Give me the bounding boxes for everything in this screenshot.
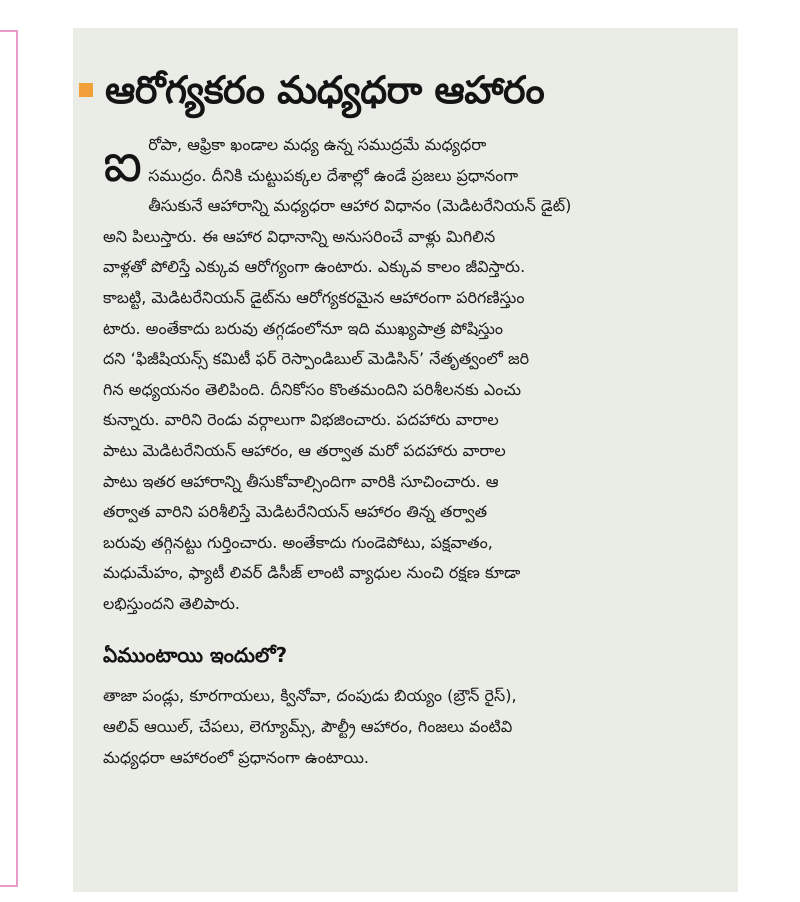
- drop-cap: ఐ: [103, 131, 143, 194]
- article-body: [103, 130, 712, 773]
- article-card: [73, 28, 738, 892]
- text-line: కున్నారు. వారిని రెండు వర్గాలుగా విభజించారు. పదహారు వారాల: [103, 410, 499, 430]
- section-subheading: ఏముంటాయి ఇందులో?: [103, 642, 288, 667]
- paragraph-ingredients: [103, 680, 712, 773]
- text-line: గిన అధ్యయనం తెలిపింది. దీనికోసం కొంతమందిని పరిశీలనకు ఎంచు: [103, 379, 522, 399]
- text-line: టారు. అంతేకాదు బరువు తగ్గడంలోనూ ఇది ముఖ్యపాత్ర పోషిస్తుం: [103, 318, 504, 338]
- article-headline: ఆరోగ్యకరం మధ్యధరా ఆహారం: [105, 68, 545, 112]
- text-line: మధుమేహం, ఫ్యాటీ లివర్ డిసీజ్ లాంటి వ్యాధుల నుంచి రక్షణ కూడా: [103, 563, 521, 583]
- text-line: వాళ్లతో పోలిస్తే ఎక్కువ ఆరోగ్యంగా ఉంటారు. ఎక్కువ కాలం జీవిస్తారు.: [103, 257, 526, 277]
- text-line: ఆలివ్ ఆయిల్, చేపలు, లెగ్యూమ్స్, పౌల్ట్రీ ఆహారం, గింజలు వంటివి: [103, 716, 513, 736]
- text-line: లభిస్తుందని తెలిపారు.: [103, 593, 240, 613]
- text-line: మధ్యధరా ఆహారంలో ప్రధానంగా ఉంటాయి.: [103, 747, 369, 767]
- text-line: కాబట్టి, మెడిటరేనియన్ డైట్‌ను ఆరోగ్యకరమైన ఆహారంగా పరిగణిస్తుం: [103, 287, 525, 307]
- text-line: అని పిలుస్తారు. ఈ ఆహార విధానాన్ని అనుసరించే వాళ్లు మిగిలిన: [103, 226, 496, 246]
- headline-row: [79, 64, 712, 116]
- text-line: సముద్రం. దీనికి చుట్టుపక్కల దేశాల్లో ఉండే ప్రజలు ప్రధానంగా: [148, 165, 519, 185]
- paragraph-main: [103, 130, 712, 620]
- square-bullet-icon: [79, 83, 93, 97]
- side-rule: [0, 30, 18, 887]
- text-line: తర్వాత వారిని పరిశీలిస్తే మెడిటరేనియన్ ఆహారం తిన్న తర్వాత: [103, 502, 488, 522]
- text-line: పాటు మెడిటరేనియన్ ఆహారం, ఆ తర్వాత మరో పదహారు వారాల: [103, 440, 506, 460]
- text-line: తీసుకునే ఆహారాన్ని మధ్యధరా ఆహార విధానం (మెడిటరేనియన్ డైట్): [148, 196, 572, 216]
- text-line: బరువు తగ్గినట్టు గుర్తించారు. అంతేకాదు గుండెపోటు, పక్షవాతం,: [103, 532, 493, 552]
- text-line: పాటు ఇతర ఆహారాన్ని తీసుకోవాల్సిందిగా వారికి సూచించారు. ఆ: [103, 471, 499, 491]
- text-line: దని ‘ఫిజీషియన్స్ కమిటీ ఫర్ రెస్పాండిబుల్ మెడిసిన్’ నేతృత్వంలో జరి: [103, 349, 530, 369]
- text-line: రోపా, ఆఫ్రికా ఖండాల మధ్య ఉన్న సముద్రమే మధ్యధరా: [148, 135, 487, 154]
- text-line: తాజా పండ్లు, కూరగాయలు, క్వినోవా, దంపుడు బియ్యం (బ్రౌన్ రైస్),: [103, 685, 517, 705]
